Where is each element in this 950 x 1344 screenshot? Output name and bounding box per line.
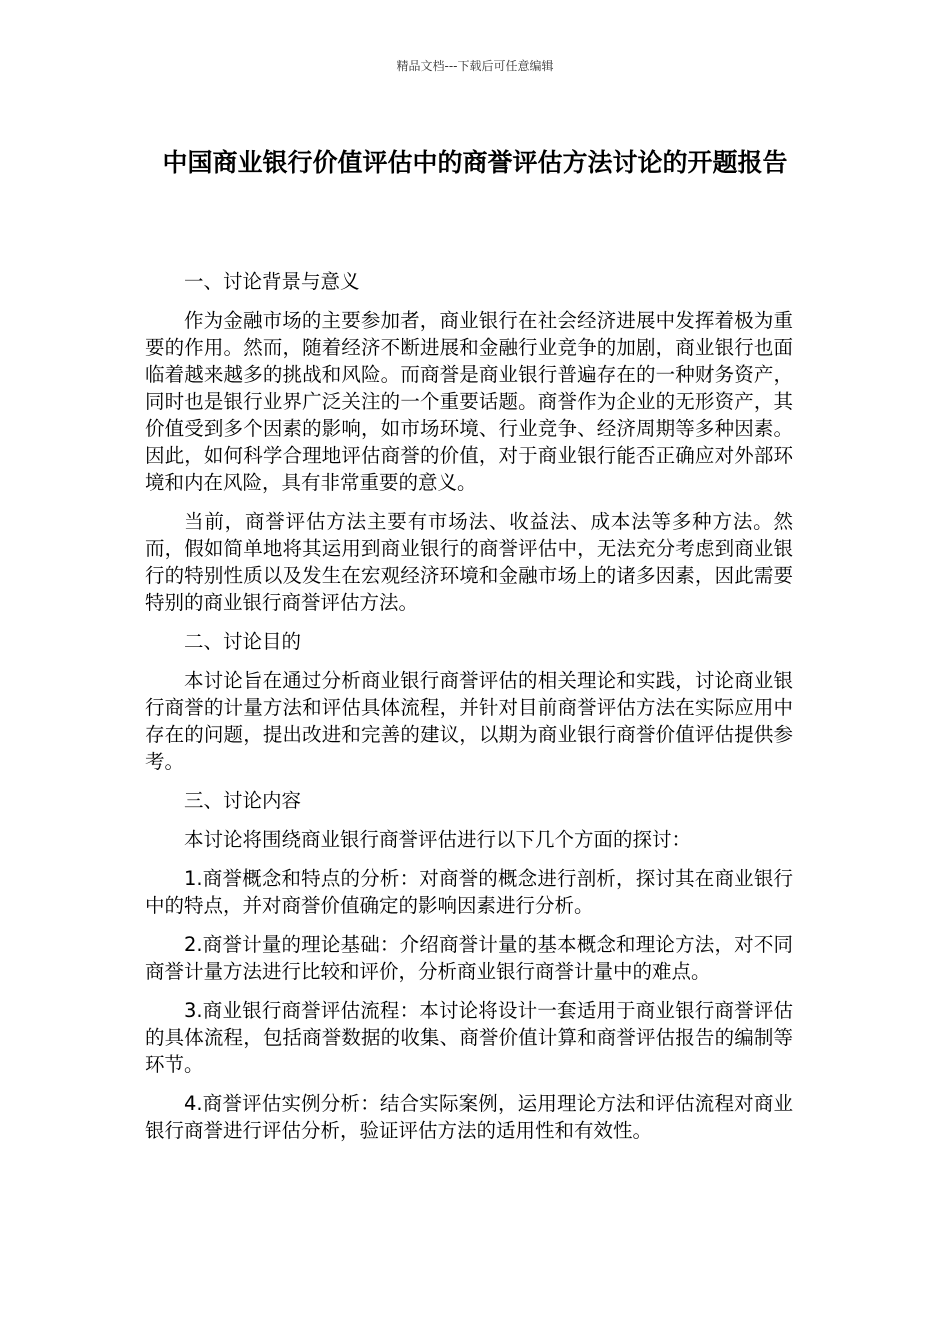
section-heading-purpose: 二、讨论目的 — [184, 630, 302, 653]
section-heading-content: 三、讨论内容 — [184, 789, 302, 812]
list-item: 2.商誉计量的理论基础：介绍商誉计量的基本概念和理论方法，对不同商誉计量方法进行比较和评价，分析商业银行商誉计量中的难点。 — [145, 933, 793, 983]
header-note: 精品文档---下载后可任意编辑 — [396, 59, 554, 73]
document-body — [145, 268, 793, 1156]
list-item: 1.商誉概念和特点的分析：对商誉的概念进行剖析，探讨其在商业银行中的特点，并对商誉价值确定的影响因素进行分析。 — [145, 867, 793, 917]
paragraph-background-1: 作为金融市场的主要参加者，商业银行在社会经济进展中发挥着极为重要的作用。然而，随着经济不断进展和金融行业竞争的加剧，商业银行也面临着越来越多的挑战和风险。而商誉是商业银行普遍存在的一种财务资产，同时也是银行业界广泛关注的一个重要话题。商誉作为企业的无形资产，其价值受到多个因素的影响，如市场环境、行业竞争、经济周期等多种因素。因此，如何科学合理地评估商誉的价值，对于商业银行能否正确应对外部环境和内在风险，具有非常重要的意义。 — [145, 309, 793, 494]
document-title: 中国商业银行价值评估中的商誉评估方法讨论的开题报告 — [162, 148, 788, 177]
paragraph-content-intro: 本讨论将围绕商业银行商誉评估进行以下几个方面的探讨： — [184, 828, 692, 851]
paragraph-background-2: 当前，商誉评估方法主要有市场法、收益法、成本法等多种方法。然而，假如简单地将其运用到商业银行的商誉评估中，无法充分考虑到商业银行的特别性质以及发生在宏观经济环境和金融市场上的诸多因素，因此需要特别的商业银行商誉评估方法。 — [145, 510, 793, 614]
list-item: 3.商业银行商誉评估流程：本讨论将设计一套适用于商业银行商誉评估的具体流程，包括商誉数据的收集、商誉价值计算和商誉评估报告的编制等环节。 — [145, 999, 793, 1076]
list-item: 4.商誉评估实例分析：结合实际案例，运用理论方法和评估流程对商业银行商誉进行评估分析，验证评估方法的适用性和有效性。 — [145, 1092, 793, 1142]
paragraph-purpose: 本讨论旨在通过分析商业银行商誉评估的相关理论和实践，讨论商业银行商誉的计量方法和评估具体流程，并针对目前商誉评估方法在实际应用中存在的问题，提出改进和完善的建议，以期为商业银行商誉价值评估提供参考。 — [145, 669, 793, 773]
section-heading-background: 一、讨论背景与意义 — [184, 270, 360, 293]
